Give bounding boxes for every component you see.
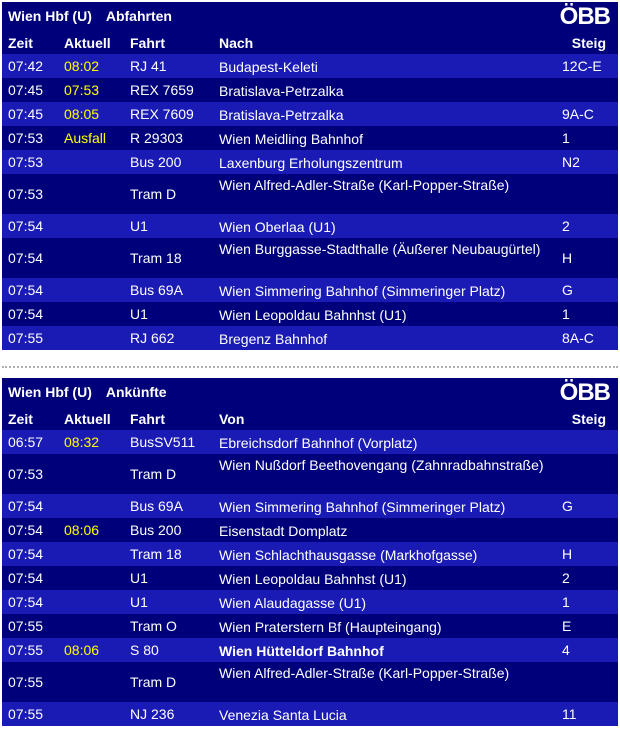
- actual-time: 08:06: [64, 522, 100, 538]
- scheduled-time: 07:54: [8, 594, 44, 610]
- arrivals-column-header: [2, 406, 618, 430]
- col-platform-header: Steig: [571, 411, 606, 427]
- train-name: RJ 662: [130, 330, 175, 346]
- origin: Wien Hütteldorf Bahnhof: [219, 643, 384, 659]
- departures-board-title: Abfahrten: [105, 8, 172, 24]
- origin: Wien Simmering Bahnhof (Simmeringer Platz): [219, 499, 506, 515]
- table-row: [2, 518, 618, 542]
- train-name: BusSV511: [130, 434, 196, 450]
- train-name: Tram O: [130, 618, 177, 634]
- platform: 1: [562, 594, 570, 610]
- destination: Bratislava-Petrzalka: [219, 83, 344, 99]
- table-row: [2, 662, 618, 702]
- table-row: [2, 326, 618, 350]
- actual-time: 08:32: [64, 434, 100, 450]
- table-row: [2, 174, 618, 214]
- platform: H: [562, 250, 573, 266]
- train-name: Bus 200: [130, 522, 182, 538]
- destination: Wien Meidling Bahnhof: [219, 131, 363, 147]
- scheduled-time: 07:53: [8, 154, 44, 170]
- board-divider: [2, 366, 618, 368]
- origin: Ebreichsdorf Bahnhof (Vorplatz): [219, 435, 418, 451]
- platform: 11: [562, 706, 577, 722]
- scheduled-time: 07:53: [8, 186, 44, 202]
- platform: E: [562, 618, 572, 634]
- table-row: [2, 454, 618, 494]
- oebb-logo: ÖBB: [559, 379, 610, 406]
- table-row: [2, 302, 618, 326]
- train-name: R 29303: [130, 130, 183, 146]
- train-name: Tram 18: [130, 546, 182, 562]
- destination: Wien Leopoldau Bahnhst (U1): [219, 307, 407, 323]
- col-destination-header: Nach: [219, 35, 254, 51]
- platform: 8A-C: [562, 330, 594, 346]
- train-name: Tram D: [130, 186, 177, 202]
- train-name: U1: [130, 218, 148, 234]
- scheduled-time: 07:54: [8, 218, 44, 234]
- table-row: [2, 54, 618, 78]
- scheduled-time: 07:45: [8, 106, 44, 122]
- table-row: [2, 126, 618, 150]
- table-row: [2, 278, 618, 302]
- train-name: RJ 41: [130, 58, 167, 74]
- departures-board: [2, 2, 618, 350]
- train-name: Tram 18: [130, 250, 182, 266]
- platform: 4: [562, 642, 570, 658]
- origin: Wien Praterstern Bf (Haupteingang): [219, 619, 442, 635]
- train-name: NJ 236: [130, 706, 175, 722]
- train-name: U1: [130, 306, 148, 322]
- origin: Venezia Santa Lucia: [219, 707, 347, 723]
- table-row: [2, 238, 618, 278]
- scheduled-time: 07:54: [8, 306, 44, 322]
- scheduled-time: 07:54: [8, 498, 44, 514]
- platform: G: [562, 498, 573, 514]
- table-row: [2, 614, 618, 638]
- train-name: Bus 200: [130, 154, 182, 170]
- platform: 1: [562, 306, 570, 322]
- col-time-header: Zeit: [8, 35, 33, 51]
- origin: Wien Leopoldau Bahnhst (U1): [219, 571, 407, 587]
- table-row: [2, 566, 618, 590]
- actual-time: 08:02: [64, 58, 100, 74]
- origin: Wien Schlachthausgasse (Markhofgasse): [219, 547, 478, 563]
- table-row: [2, 78, 618, 102]
- destination: Wien Simmering Bahnhof (Simmeringer Platz): [219, 283, 506, 299]
- table-row: [2, 542, 618, 566]
- platform: H: [562, 546, 573, 562]
- origin: Wien Nußdorf Beethovengang (Zahnradbahnstraße): [219, 457, 544, 473]
- scheduled-time: 07:42: [8, 58, 44, 74]
- departures-station-name: Wien Hbf (U): [8, 8, 92, 24]
- scheduled-time: 07:54: [8, 570, 44, 586]
- destination: Laxenburg Erholungszentrum: [219, 155, 403, 171]
- train-name: REX 7659: [130, 82, 194, 98]
- train-name: Bus 69A: [130, 498, 183, 514]
- scheduled-time: 07:54: [8, 522, 44, 538]
- col-train-header: Fahrt: [130, 411, 165, 427]
- destination: Wien Oberlaa (U1): [219, 219, 336, 235]
- train-name: U1: [130, 594, 148, 610]
- scheduled-time: 07:55: [8, 642, 44, 658]
- arrivals-station-name: Wien Hbf (U): [8, 384, 92, 400]
- col-platform-header: Steig: [571, 35, 606, 51]
- scheduled-time: 07:55: [8, 330, 44, 346]
- train-name: Bus 69A: [130, 282, 183, 298]
- train-name: S 80: [130, 642, 159, 658]
- departures-title-bar: [2, 2, 618, 30]
- scheduled-time: 07:55: [8, 674, 44, 690]
- table-row: [2, 214, 618, 238]
- departures-column-header: [2, 30, 618, 54]
- departures-title: [8, 8, 172, 24]
- train-name: Tram D: [130, 674, 177, 690]
- origin: Eisenstadt Domplatz: [219, 523, 348, 539]
- platform: N2: [562, 154, 580, 170]
- actual-time: 08:05: [64, 106, 100, 122]
- destination: Wien Burggasse-Stadthalle (Äußerer Neubaugürtel): [219, 241, 541, 257]
- col-time-header: Zeit: [8, 411, 33, 427]
- arrivals-board-title: Ankünfte: [105, 384, 167, 400]
- scheduled-time: 06:57: [8, 434, 44, 450]
- destination: Wien Alfred-Adler-Straße (Karl-Popper-Straße): [219, 177, 510, 193]
- train-name: REX 7609: [130, 106, 194, 122]
- table-row: [2, 702, 618, 726]
- departures-rows: [2, 54, 618, 350]
- table-row: [2, 590, 618, 614]
- table-row: [2, 638, 618, 662]
- col-train-header: Fahrt: [130, 35, 165, 51]
- col-actual-header: Aktuell: [64, 411, 111, 427]
- platform: 2: [562, 570, 570, 586]
- destination: Budapest-Keleti: [219, 59, 318, 75]
- actual-time: 08:06: [64, 642, 100, 658]
- scheduled-time: 07:54: [8, 546, 44, 562]
- scheduled-time: 07:53: [8, 466, 44, 482]
- platform: 2: [562, 218, 570, 234]
- scheduled-time: 07:45: [8, 82, 44, 98]
- origin: Wien Alaudagasse (U1): [219, 595, 367, 611]
- scheduled-time: 07:54: [8, 250, 44, 266]
- table-row: [2, 494, 618, 518]
- train-name: U1: [130, 570, 148, 586]
- scheduled-time: 07:55: [8, 618, 44, 634]
- col-actual-header: Aktuell: [64, 35, 111, 51]
- table-row: [2, 102, 618, 126]
- destination: Bregenz Bahnhof: [219, 331, 328, 347]
- arrivals-board: [2, 378, 618, 726]
- scheduled-time: 07:54: [8, 282, 44, 298]
- platform: 1: [562, 130, 570, 146]
- oebb-logo: ÖBB: [559, 3, 610, 30]
- actual-time: 07:53: [64, 82, 100, 98]
- scheduled-time: 07:53: [8, 130, 44, 146]
- table-row: [2, 430, 618, 454]
- arrivals-title-bar: [2, 378, 618, 406]
- arrivals-rows: [2, 430, 618, 726]
- platform: 9A-C: [562, 106, 594, 122]
- origin: Wien Alfred-Adler-Straße (Karl-Popper-Straße): [219, 665, 510, 681]
- table-row: [2, 150, 618, 174]
- actual-time: Ausfall: [64, 130, 107, 146]
- platform: G: [562, 282, 573, 298]
- arrivals-title: [8, 384, 167, 400]
- col-origin-header: Von: [219, 411, 245, 427]
- train-name: Tram D: [130, 466, 177, 482]
- scheduled-time: 07:55: [8, 706, 44, 722]
- platform: 12C-E: [562, 58, 602, 74]
- destination: Bratislava-Petrzalka: [219, 107, 344, 123]
